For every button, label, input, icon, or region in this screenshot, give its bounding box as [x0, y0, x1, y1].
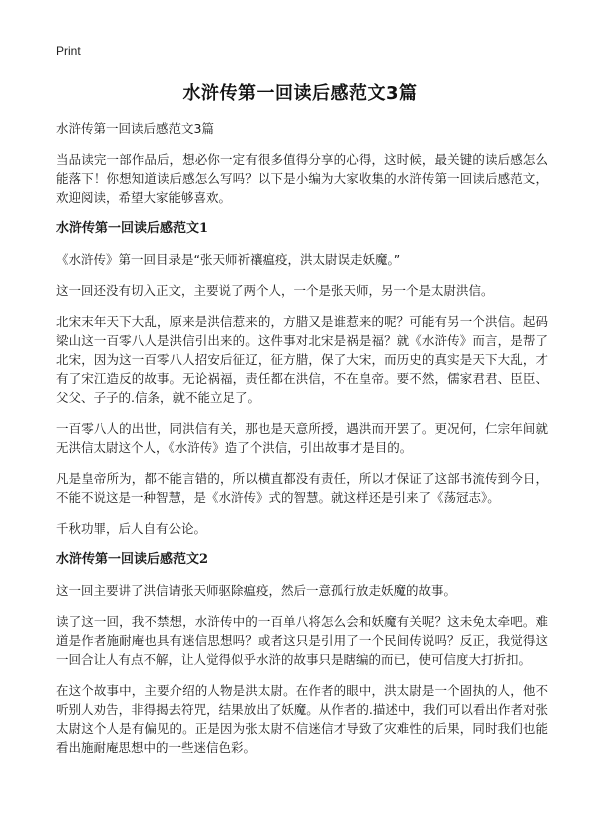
- document-subtitle: 水浒传第一回读后感范文3篇: [56, 121, 214, 136]
- print-label[interactable]: Print: [56, 44, 81, 58]
- section1-paragraph: 《水浒传》第一回目录是“张天师祈禳瘟疫，洪太尉误走妖魔。”: [56, 252, 401, 267]
- section-heading-2: 水浒传第一回读后感范文2: [56, 552, 209, 567]
- intro-paragraph: 当品读完一部作品后，想必你一定有很多值得分享的心得，这时候，最关键的读后感怎么能落下！你想知道读后感怎么写吗？以下是小编为大家收集的水浒传第一回读后感范文，欢迎阅读，希望大家能够喜欢。: [56, 152, 548, 205]
- section2-paragraph: 在这个故事中，主要介绍的人物是洪太尉。在作者的眼中，洪太尉是一个固执的人，他不听别人劝告，非得揭去符咒，结果放出了妖魔。从作者的.描述中，我们可以看出作者对张太尉这个人是有偏见的。正是因为张太尉不信迷信才导致了灾难性的后果，同时我们也能看出施耐庵思想中的一些迷信色彩。: [56, 683, 548, 755]
- document-body: [56, 120, 548, 769]
- section2-paragraph: 读了这一回，我不禁想，水浒传中的一百单八将怎么会和妖魔有关呢？这未免太牵吧。难道是作者施耐庵也具有迷信思想吗？或者这只是引用了一个民间传说吗？反正，我觉得这一回合让人有点不解，让人觉得似乎水浒的故事只是瞎编的而已，使可信度大打折扣。: [56, 614, 548, 667]
- section1-paragraph: 这一回还没有切入正文，主要说了两个人，一个是张天师，另一个是太尉洪信。: [56, 283, 494, 298]
- section-heading-1: 水浒传第一回读后感范文1: [56, 221, 209, 236]
- section1-paragraph: 千秋功罪，后人自有公论。: [56, 521, 207, 536]
- section1-paragraph: 一百零八人的出世，同洪信有关，那也是天意所授，遇洪而开罢了。更况何，仁宗年间就无洪信太尉这个人，《水浒传》造了个洪信，引出故事才是目的。: [56, 421, 548, 455]
- section2-paragraph: 这一回主要讲了洪信请张天师驱除瘟疫，然后一意孤行放走妖魔的故事。: [56, 583, 457, 598]
- section1-paragraph: 凡是皇帝所为，都不能言错的，所以横直都没有责任，所以才保证了这部书流传到今日，不能不说这是一种智慧，是《水浒传》式的智慧。就这样还是引来了《荡冠志》。: [56, 471, 548, 505]
- document-title: 水浒传第一回读后感范文3篇: [182, 83, 418, 104]
- section1-paragraph: 北宋末年天下大乱，原来是洪信惹来的，方腊又是谁惹来的呢？可能有另一个洪信。起码梁山这一百零八人是洪信引出来的。这件事对北宋是祸是福？就《水浒传》而言，是帮了北宋，因为这一百零八人招安后征辽，征方腊，保了大宋，而历史的真实是天下大乱，才有了宋江造反的故事。无论祸福，责任都在洪信，不在皇帝。要不然，儒家君君、臣臣、父父、子子的.信条，就不能立足了。: [56, 314, 548, 405]
